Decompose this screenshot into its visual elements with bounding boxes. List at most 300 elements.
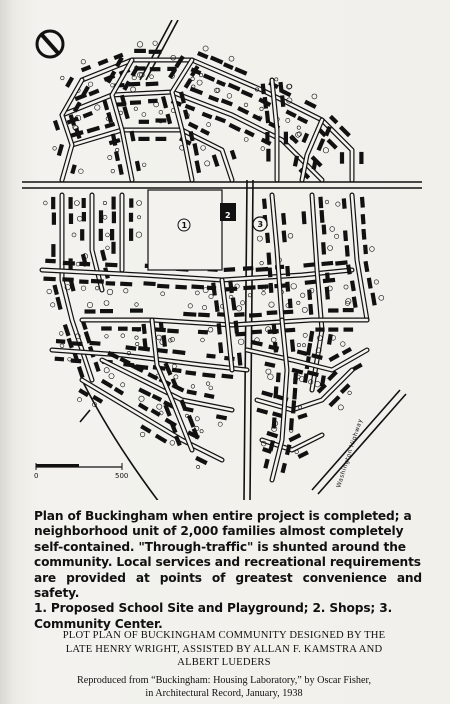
tree bbox=[107, 289, 113, 295]
house-block bbox=[186, 389, 196, 395]
house-block bbox=[361, 229, 366, 240]
reproduction-credit bbox=[26, 674, 422, 700]
tree bbox=[275, 78, 278, 81]
tree bbox=[161, 292, 165, 296]
tree bbox=[103, 215, 107, 219]
house-block bbox=[263, 97, 268, 109]
house-block bbox=[147, 372, 158, 380]
house-block bbox=[65, 76, 74, 87]
scale-start-label: 0 bbox=[34, 472, 39, 480]
house-block bbox=[256, 408, 268, 415]
tree bbox=[325, 200, 329, 204]
street-surface bbox=[72, 130, 232, 180]
tree bbox=[81, 60, 85, 64]
house-block bbox=[325, 273, 330, 282]
plot-title-line: LATE HENRY WRIGHT, ASSISTED BY ALLAN F. KAMSTRA AND bbox=[65, 643, 383, 655]
house-block bbox=[228, 83, 241, 92]
tree bbox=[269, 302, 274, 307]
house-block bbox=[130, 100, 141, 105]
house-block bbox=[172, 368, 182, 373]
house-block bbox=[361, 214, 366, 224]
house-block bbox=[342, 347, 352, 355]
tree bbox=[209, 294, 213, 298]
house-block bbox=[243, 266, 254, 271]
tree bbox=[206, 382, 210, 386]
house-block bbox=[138, 403, 149, 412]
credit-line: in Architectural Record, January, 1938 bbox=[145, 688, 303, 699]
tree bbox=[295, 450, 299, 454]
tree bbox=[134, 107, 137, 110]
house-block bbox=[218, 342, 223, 353]
house-block bbox=[327, 138, 338, 149]
tree bbox=[60, 344, 64, 348]
tree bbox=[302, 344, 305, 347]
house-block bbox=[148, 99, 158, 104]
tree bbox=[229, 56, 234, 61]
tree bbox=[81, 286, 86, 291]
house-block bbox=[77, 366, 85, 378]
house-block bbox=[183, 312, 196, 317]
tree bbox=[77, 398, 81, 402]
house-block bbox=[190, 87, 203, 96]
house-block bbox=[139, 120, 149, 124]
house-block bbox=[321, 242, 326, 255]
street bbox=[92, 195, 102, 290]
house-block bbox=[276, 372, 281, 382]
tree bbox=[106, 233, 110, 237]
house-block bbox=[319, 210, 324, 223]
house-block bbox=[321, 261, 333, 266]
house-block bbox=[87, 126, 100, 134]
house-block bbox=[83, 111, 93, 118]
tree bbox=[218, 422, 222, 426]
tree bbox=[95, 105, 100, 110]
house-block bbox=[292, 388, 297, 400]
house-block bbox=[352, 296, 358, 308]
house-block bbox=[221, 374, 233, 379]
house-block bbox=[317, 138, 326, 151]
house-block bbox=[69, 197, 73, 209]
tree bbox=[268, 374, 274, 380]
house-block bbox=[288, 433, 301, 442]
tree bbox=[315, 381, 321, 387]
house-block bbox=[85, 309, 96, 313]
house-block bbox=[224, 267, 236, 272]
tree bbox=[238, 339, 244, 345]
tree bbox=[235, 284, 239, 288]
house-block bbox=[318, 197, 323, 209]
house-block bbox=[280, 95, 285, 107]
caption-line: neighborhood unit of 2,000 families almost completely bbox=[34, 524, 404, 539]
house-block bbox=[129, 198, 133, 207]
house-block bbox=[165, 114, 172, 125]
house-block bbox=[293, 155, 299, 166]
tree bbox=[138, 216, 141, 219]
house-block bbox=[110, 229, 114, 240]
tree bbox=[136, 342, 139, 345]
tree bbox=[157, 404, 162, 409]
house-block bbox=[263, 459, 269, 469]
tree bbox=[79, 169, 84, 174]
house-block bbox=[244, 129, 255, 137]
house-block bbox=[156, 137, 167, 141]
house-block bbox=[223, 62, 234, 70]
tree bbox=[104, 301, 109, 306]
tree bbox=[137, 42, 143, 48]
house-block bbox=[122, 106, 129, 119]
tree bbox=[216, 88, 220, 92]
tree bbox=[297, 343, 300, 346]
tree bbox=[87, 302, 92, 307]
house-block bbox=[45, 259, 56, 264]
tree bbox=[137, 201, 142, 206]
tree bbox=[338, 405, 343, 410]
house-block bbox=[266, 431, 278, 438]
house-block bbox=[80, 229, 84, 240]
tree bbox=[296, 132, 301, 137]
plot-plan-title bbox=[26, 629, 422, 670]
house-block bbox=[102, 100, 109, 111]
house-block bbox=[161, 96, 168, 109]
caption-line: Plan of Buckingham when entire project is completed; a bbox=[34, 509, 412, 523]
house-block bbox=[297, 413, 307, 420]
house-block bbox=[216, 79, 226, 86]
house-block bbox=[111, 242, 115, 254]
tree bbox=[262, 291, 266, 295]
house-block bbox=[138, 137, 149, 141]
house-block bbox=[221, 98, 233, 106]
house-block bbox=[195, 456, 208, 465]
tree bbox=[261, 147, 265, 151]
tree bbox=[88, 82, 92, 86]
house-block bbox=[360, 197, 365, 208]
house-block bbox=[308, 304, 313, 315]
house-block bbox=[198, 330, 208, 335]
house-block bbox=[149, 50, 162, 54]
tree bbox=[131, 87, 136, 92]
house-block bbox=[79, 279, 89, 284]
tree bbox=[153, 41, 157, 45]
house-block bbox=[285, 282, 290, 292]
house-block bbox=[363, 261, 369, 272]
house-block bbox=[91, 279, 104, 284]
tree bbox=[197, 80, 202, 85]
house-block bbox=[172, 349, 185, 355]
house-block bbox=[237, 106, 249, 115]
house-block bbox=[285, 109, 296, 118]
house-block bbox=[114, 151, 120, 161]
house-block bbox=[303, 262, 314, 267]
house-block bbox=[200, 128, 210, 136]
house-block bbox=[262, 199, 267, 209]
tree bbox=[104, 368, 109, 373]
house-block bbox=[264, 362, 275, 368]
map-canvas bbox=[22, 20, 422, 500]
house-block bbox=[212, 154, 220, 167]
house-block bbox=[304, 100, 317, 109]
credit-line: Reproduced from “Buckingham: Housing Laboratory,” by Oscar Fisher, bbox=[76, 675, 371, 686]
house-block bbox=[189, 131, 195, 141]
tree bbox=[200, 430, 203, 433]
caption-line: community. Local services and recreational requirements bbox=[34, 555, 421, 570]
house-block bbox=[129, 229, 133, 241]
tree bbox=[370, 247, 375, 252]
house-block bbox=[99, 229, 103, 241]
house-block bbox=[301, 211, 306, 224]
house-block bbox=[267, 310, 278, 315]
house-block bbox=[191, 284, 204, 289]
scale-bar bbox=[34, 463, 128, 480]
house-block bbox=[187, 415, 196, 428]
house-block bbox=[51, 244, 55, 257]
tree bbox=[95, 286, 99, 290]
house-block bbox=[99, 210, 103, 223]
street-surface bbox=[42, 270, 352, 280]
house-block bbox=[328, 328, 338, 332]
caption-line: Community Center. bbox=[34, 616, 163, 631]
highway-label: Washington Highway bbox=[335, 417, 365, 489]
house-block bbox=[167, 329, 179, 334]
tree bbox=[203, 288, 208, 293]
house-block bbox=[210, 56, 224, 65]
house-block bbox=[216, 414, 227, 420]
tree bbox=[201, 338, 205, 342]
tree bbox=[135, 336, 138, 339]
house-block bbox=[43, 276, 55, 281]
tree bbox=[336, 202, 340, 206]
house-block bbox=[57, 144, 64, 156]
tree bbox=[116, 148, 119, 151]
house-block bbox=[251, 340, 263, 347]
house-block bbox=[328, 353, 339, 362]
tree bbox=[330, 227, 335, 232]
street-surface bbox=[272, 195, 282, 320]
tree bbox=[208, 327, 213, 332]
tree bbox=[244, 138, 248, 142]
tree bbox=[199, 73, 202, 76]
caption-line: 1. Proposed School Site and Playground; 2. Shops; 3. bbox=[34, 601, 393, 616]
scale-end-label: 500 bbox=[115, 472, 129, 480]
house-block bbox=[104, 122, 115, 129]
tree bbox=[301, 293, 305, 297]
house-block bbox=[273, 342, 278, 353]
house-block bbox=[230, 150, 237, 160]
tree bbox=[379, 295, 384, 300]
house-block bbox=[118, 164, 124, 175]
house-block bbox=[312, 160, 318, 170]
tree bbox=[201, 146, 206, 151]
tree bbox=[142, 163, 146, 167]
house-block bbox=[278, 82, 283, 93]
house-block bbox=[342, 198, 347, 209]
house-block bbox=[303, 373, 309, 383]
house-block bbox=[285, 266, 290, 277]
house-block bbox=[343, 308, 354, 312]
house-block bbox=[138, 388, 151, 397]
house-block bbox=[325, 287, 330, 300]
tree bbox=[170, 441, 175, 446]
tree bbox=[103, 201, 106, 204]
tree bbox=[257, 236, 262, 241]
plot-title-line: PLOT PLAN OF BUCKINGHAM COMMUNITY DESIGNED BY THE bbox=[62, 630, 386, 641]
tree bbox=[297, 126, 300, 129]
house-block bbox=[143, 281, 155, 286]
house-block bbox=[214, 300, 220, 312]
tree bbox=[109, 374, 114, 379]
house-block bbox=[203, 73, 215, 81]
house-block bbox=[261, 84, 266, 95]
house-block bbox=[162, 335, 167, 347]
house-block bbox=[315, 328, 324, 332]
tree bbox=[121, 383, 125, 387]
house-block bbox=[234, 312, 245, 317]
tree bbox=[271, 337, 276, 342]
tree bbox=[374, 280, 378, 284]
house-block bbox=[141, 324, 146, 334]
house-block bbox=[234, 67, 247, 76]
tree bbox=[68, 358, 72, 362]
house-block bbox=[129, 213, 133, 222]
house-block bbox=[345, 245, 350, 256]
tree bbox=[328, 246, 333, 251]
house-block bbox=[72, 341, 83, 346]
house-block bbox=[202, 112, 213, 120]
house-block bbox=[268, 267, 273, 277]
house-block bbox=[192, 143, 199, 156]
house-block bbox=[114, 387, 124, 396]
house-block bbox=[150, 67, 161, 71]
house-block bbox=[157, 284, 169, 289]
site-label-community-center: 3 bbox=[257, 220, 264, 229]
tree bbox=[140, 432, 145, 437]
house-block bbox=[51, 197, 55, 209]
house-block bbox=[206, 354, 215, 359]
house-block bbox=[328, 308, 338, 312]
house-block bbox=[284, 132, 288, 145]
tree bbox=[260, 261, 264, 265]
house-block bbox=[71, 358, 82, 363]
house-block bbox=[359, 152, 363, 164]
house-block bbox=[55, 297, 62, 310]
street-surface bbox=[112, 60, 132, 180]
house-block bbox=[198, 312, 210, 317]
tree bbox=[344, 285, 348, 289]
tree bbox=[136, 232, 142, 238]
house-block bbox=[307, 289, 312, 300]
house-block bbox=[106, 281, 116, 286]
house-block bbox=[100, 250, 107, 262]
house-block bbox=[266, 252, 271, 264]
tree bbox=[266, 369, 271, 374]
house-block bbox=[131, 65, 140, 77]
tree bbox=[203, 46, 208, 51]
tree bbox=[53, 147, 57, 151]
house-block bbox=[98, 58, 109, 66]
house-block bbox=[241, 90, 254, 99]
house-block bbox=[202, 372, 215, 378]
tree bbox=[150, 75, 154, 79]
house-block bbox=[215, 116, 226, 124]
house-block bbox=[118, 327, 128, 331]
house-block bbox=[112, 212, 116, 224]
tree bbox=[111, 169, 115, 173]
house-block bbox=[130, 309, 143, 313]
house-block bbox=[251, 329, 262, 334]
house-block bbox=[265, 132, 269, 144]
tree bbox=[241, 301, 245, 305]
tree bbox=[108, 155, 112, 159]
house-block bbox=[152, 394, 163, 402]
plot-title-line: ALBERT LUEDERS bbox=[177, 657, 271, 669]
house-block bbox=[52, 284, 58, 295]
house-block bbox=[120, 282, 132, 287]
house-block bbox=[243, 285, 255, 290]
house-block bbox=[283, 310, 293, 315]
tree bbox=[286, 118, 290, 122]
house-block bbox=[55, 357, 65, 362]
house-block bbox=[155, 434, 168, 444]
house-block bbox=[101, 326, 112, 330]
tree bbox=[323, 148, 328, 153]
house-block bbox=[272, 417, 277, 428]
house-block bbox=[195, 160, 202, 173]
house-block bbox=[125, 345, 136, 350]
house-block bbox=[56, 339, 65, 344]
house-block bbox=[266, 149, 270, 162]
house-block bbox=[112, 197, 116, 210]
tree bbox=[111, 84, 115, 88]
house-block bbox=[105, 262, 117, 267]
house-block bbox=[79, 262, 90, 267]
tree bbox=[334, 234, 338, 238]
house-block bbox=[188, 122, 199, 130]
house-block bbox=[301, 133, 309, 143]
tree bbox=[47, 289, 52, 294]
tree bbox=[159, 110, 163, 114]
house-block bbox=[228, 280, 234, 293]
house-block bbox=[363, 245, 368, 255]
house-block bbox=[70, 164, 77, 174]
tree bbox=[248, 294, 251, 297]
house-block bbox=[308, 331, 314, 342]
house-block bbox=[146, 81, 159, 86]
tree bbox=[106, 246, 110, 250]
house-block bbox=[297, 116, 308, 124]
tree bbox=[195, 291, 199, 295]
house-block bbox=[69, 213, 73, 224]
tree bbox=[195, 417, 199, 421]
house-block bbox=[211, 282, 217, 295]
tree bbox=[341, 342, 346, 347]
map-caption bbox=[34, 509, 422, 632]
house-block bbox=[228, 123, 241, 132]
house-block bbox=[367, 278, 373, 289]
tree bbox=[59, 332, 63, 336]
tree bbox=[72, 233, 76, 237]
house-block bbox=[135, 161, 141, 172]
house-block bbox=[81, 65, 91, 72]
tree bbox=[288, 233, 293, 238]
tree bbox=[139, 396, 144, 401]
tree bbox=[142, 113, 146, 117]
house-block bbox=[346, 264, 352, 274]
tree bbox=[297, 301, 300, 304]
tree bbox=[236, 306, 241, 311]
house-block bbox=[237, 353, 242, 366]
house-block bbox=[280, 463, 286, 474]
house-block bbox=[269, 283, 274, 293]
site-label-school: 1 bbox=[181, 221, 188, 230]
